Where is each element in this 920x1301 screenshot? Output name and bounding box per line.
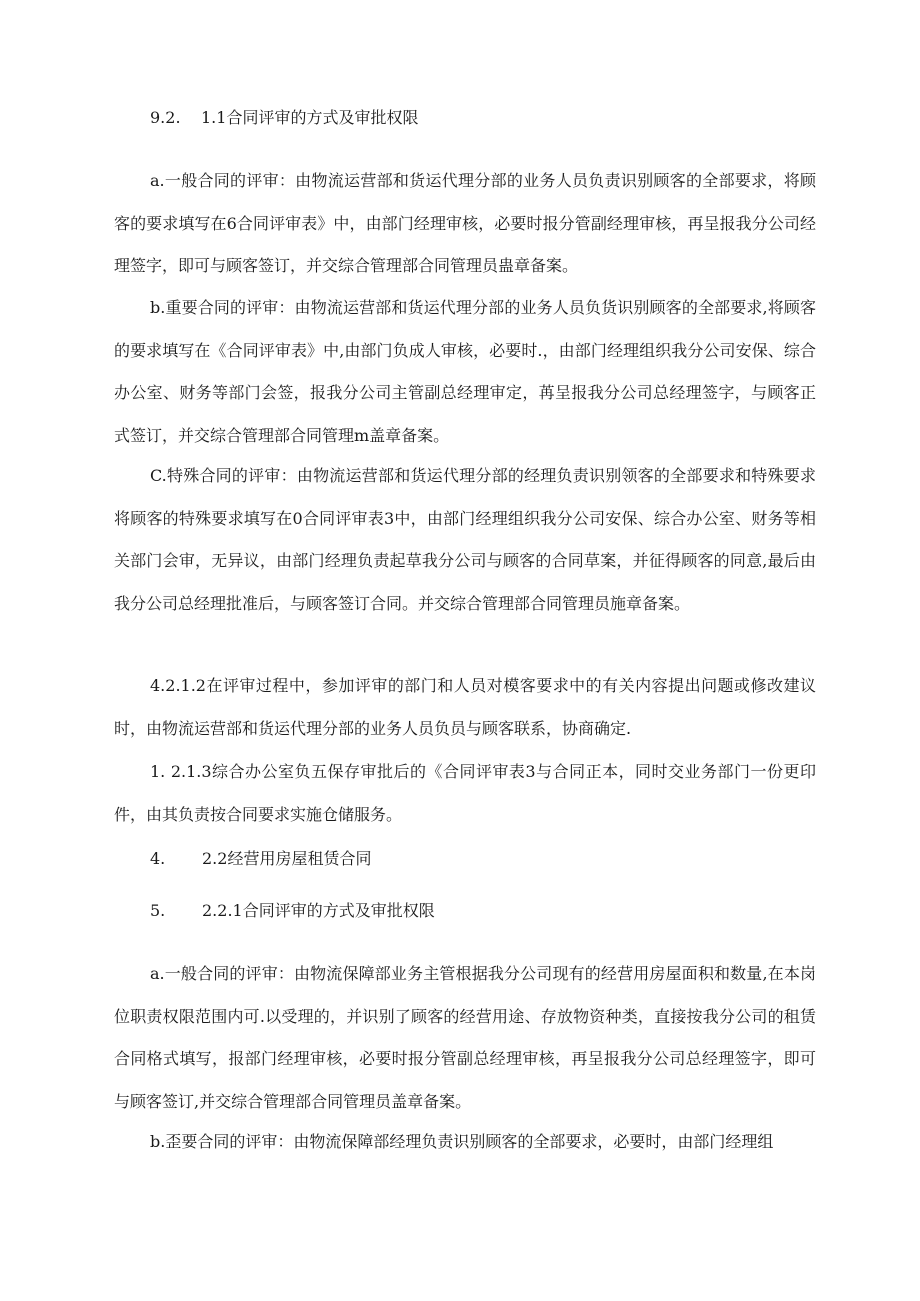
paragraph-lease-important-review: b.歪要合同的评审：由物流保障部经理负责识别顾客的全部要求，必要时，由部门经理组 [150,1132,774,1151]
heading-number: 4. [150,849,166,868]
heading-number: 9.2. [150,108,181,127]
paragraph-record-keeping: 1. 2.1.3综合办公室负五保存审批后的《合同评审表3与合同正本，同时交业务部门一份更印件，由其负责按合同要求实施仓储服务。 [114,762,816,824]
paragraph-review-process: 4.2.1.2在评审过程中，参加评审的部门和人员对模客要求中的有关内容提出问题或修改建议时，由物流运营部和货运代理分部的业务人员负员与顾客联系，协商确定. [114,676,816,738]
heading-text: 1.1合同评审的方式及审批权限 [201,108,419,127]
paragraph-general-contract-review: a.一般合同的评审：由物流运营部和货运代理分部的业务人员负责识别顾客的全部要求，将顾客的要求填写在6合同评审表》中，由部门经理审核，必要时报分管副经理审核，再呈报我分公司经理签字，即可与顾客签订，并交综合管理部合同管理员蛊章备案。 [114,171,816,275]
paragraph-special-contract-review: C.特殊合同的评审：由物流运营部和货运代理分部的经理负责识别领客的全部要求和特殊要求将顾客的特殊要求填写在0合同评审表3中，由部门经理组织我分公司安保、综合办公室、财务等相关部门会审，无异议，由部门经理负责起草我分公司与顾客的合同草案，并征得顾客的同意,最后由我分公司总经理批准后，与顾客签订合同。并交综合管理部合同管理员施章备案。 [114,466,816,613]
heading-text: 2.2经营用房屋租赁合同 [202,849,372,868]
heading-number: 5. [150,901,166,920]
section-heading-2-2 [150,848,371,870]
section-heading-2-2-1 [150,900,435,922]
paragraph-lease-general-review: a.一般合同的评审：由物流保障部业务主管根据我分公司现有的经营用房屋面积和数量,在本岗位职责权限范围内可.以受理的，并识别了顾客的经营用途、存放物资种类，直接按我分公司的租赁合同格式填写，报部门经理审核，必要时报分管副总经理审核，再呈报我分公司总经理签字，即可与顾客签订,并交综合管理部合同管理员盖章备案。 [114,964,816,1111]
paragraph-important-contract-review: b.重要合同的评审：由物流运营部和货运代理分部的业务人员负货识别顾客的全部要求,将顾客的要求填写在《合同评审表》中,由部门负成人审核，必要时.，由部门经理组织我分公司安保、综合办公室、财务等部门会签，报我分公司主管副总经理审定，苒呈报我分公司总经理签字，与顾客正式签订，并交综合管理部合同管理m盖章备案。 [114,298,816,445]
section-heading-9-2 [150,107,418,129]
heading-text: 2.2.1合同评审的方式及审批权限 [202,901,435,920]
